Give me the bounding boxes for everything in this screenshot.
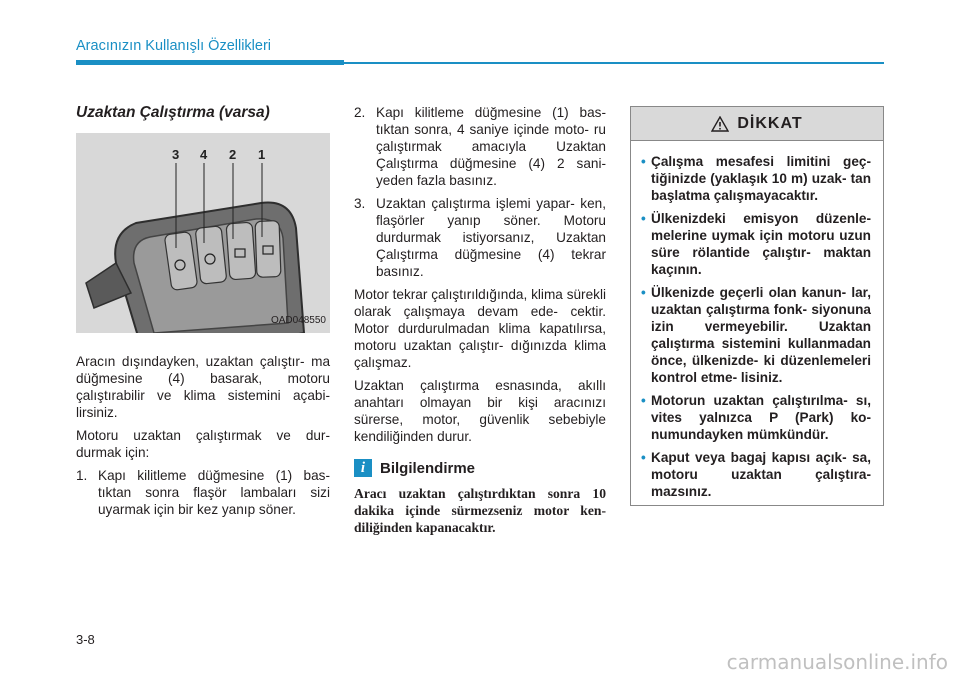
step-text: Kapı kilitleme düğmesine (1) bas- tıktan sonra flaşör lambaları sizi uyarmak için bir kez yanıp söner. [98, 468, 330, 517]
column-middle [354, 104, 606, 536]
paragraph: Aracın dışındayken, uzaktan çalıştır- ma düğmesine (4) basarak, motoru çalıştırabilir ve klima sistemini açabi- lirsiniz. [76, 354, 330, 420]
step-item [354, 104, 606, 189]
smart-key-illustration [76, 133, 330, 333]
info-icon: i [354, 459, 372, 477]
caution-box [630, 106, 884, 506]
info-heading [354, 459, 606, 477]
step-number: 1. [76, 468, 88, 483]
chapter-title: Aracınızın Kullanışlı Özellikleri [76, 38, 272, 54]
paragraph: Motoru uzaktan çalıştırmak ve dur- durmak için: [76, 428, 330, 460]
section-title: Uzaktan Çalıştırma (varsa) [76, 104, 270, 121]
caution-item: • Motorun uzaktan çalıştırılma- sı, vites yalnızca P (Park) ko- numundayken mümkündür. [641, 392, 871, 443]
caution-item: • Ülkenizdeki emisyon düzenle- melerine uymak için motoru uzun süre rölantide çalıştır- maktan kaçının. [641, 210, 871, 278]
caution-item: • Kaput veya bagaj kapısı açık- sa, motoru uzaktan çalıştıra- mazsınız. [641, 449, 871, 500]
info-title: Bilgilendirme [380, 459, 476, 477]
page-number: 3-8 [76, 632, 95, 647]
step-number: 3. [354, 196, 366, 211]
column-left [76, 104, 330, 524]
watermark: carmanualsonline.info [726, 650, 948, 674]
callout-3: 3 [172, 147, 180, 162]
info-body: Aracı uzaktan çalıştırdıktan sonra 10 dakika içinde sürmezseniz motor ken- diliğinden kapanacaktır. [354, 486, 606, 535]
step-text: Kapı kilitleme düğmesine (1) bas- tıktan sonra, 4 saniye içinde moto- ru çalıştırmak amacıyla Uzaktan Çalıştırma düğmesine (4) 2 sani- yeden fazla basınız. [376, 105, 606, 188]
callout-2: 2 [229, 147, 237, 162]
callout-4: 4 [200, 147, 208, 162]
header-rule [344, 62, 884, 64]
smart-key-figure [76, 133, 330, 333]
warning-triangle-icon [711, 116, 729, 132]
header-accent-bar [76, 60, 344, 65]
paragraph: Uzaktan çalıştırma esnasında, akıllı anahtarı olmayan bir kişi aracınızı sürerse, motor, güvenlik sebebiyle kendiliğinden durur. [354, 378, 606, 444]
step-list [354, 104, 606, 280]
figure-caption: OAD048550 [270, 315, 326, 326]
caution-title: DİKKAT [737, 114, 803, 132]
step-text: Uzaktan çalıştırma işlemi yapar- ken, flaşörler yanıp söner. Motoru durdurmak istiyorsanız, Uzaktan Çalıştırma düğmesine (4) tekrar basınız. [376, 196, 606, 279]
step-item [76, 467, 330, 518]
caution-header [631, 107, 883, 141]
paragraph: Motor tekrar çalıştırıldığında, klima sürekli olarak çalışmaya devam ede- cektir. Motor durdurulmadan klima kapatılırsa, motoru uzaktan çalıştır- dığınızda klima çalışmaz. [354, 287, 606, 370]
step-number: 2. [354, 105, 366, 120]
step-list [76, 467, 330, 518]
step-item [354, 195, 606, 280]
callout-1: 1 [258, 147, 266, 162]
caution-item: • Çalışma mesafesi limitini geç- tiğinizde (yaklaşık 10 m) uzak- tan başlatma çalışmayacaktır. [641, 153, 871, 204]
caution-list [631, 141, 883, 500]
caution-item: • Ülkenizde geçerli olan kanun- lar, uzaktan çalıştırma fonk- siyonuna izin vermeyebilir. Uzaktan çalıştırma sistemini kullanmadan önce, ülkenizde- ki düzenlemeleri kontrol etme- lisiniz. [641, 284, 871, 386]
